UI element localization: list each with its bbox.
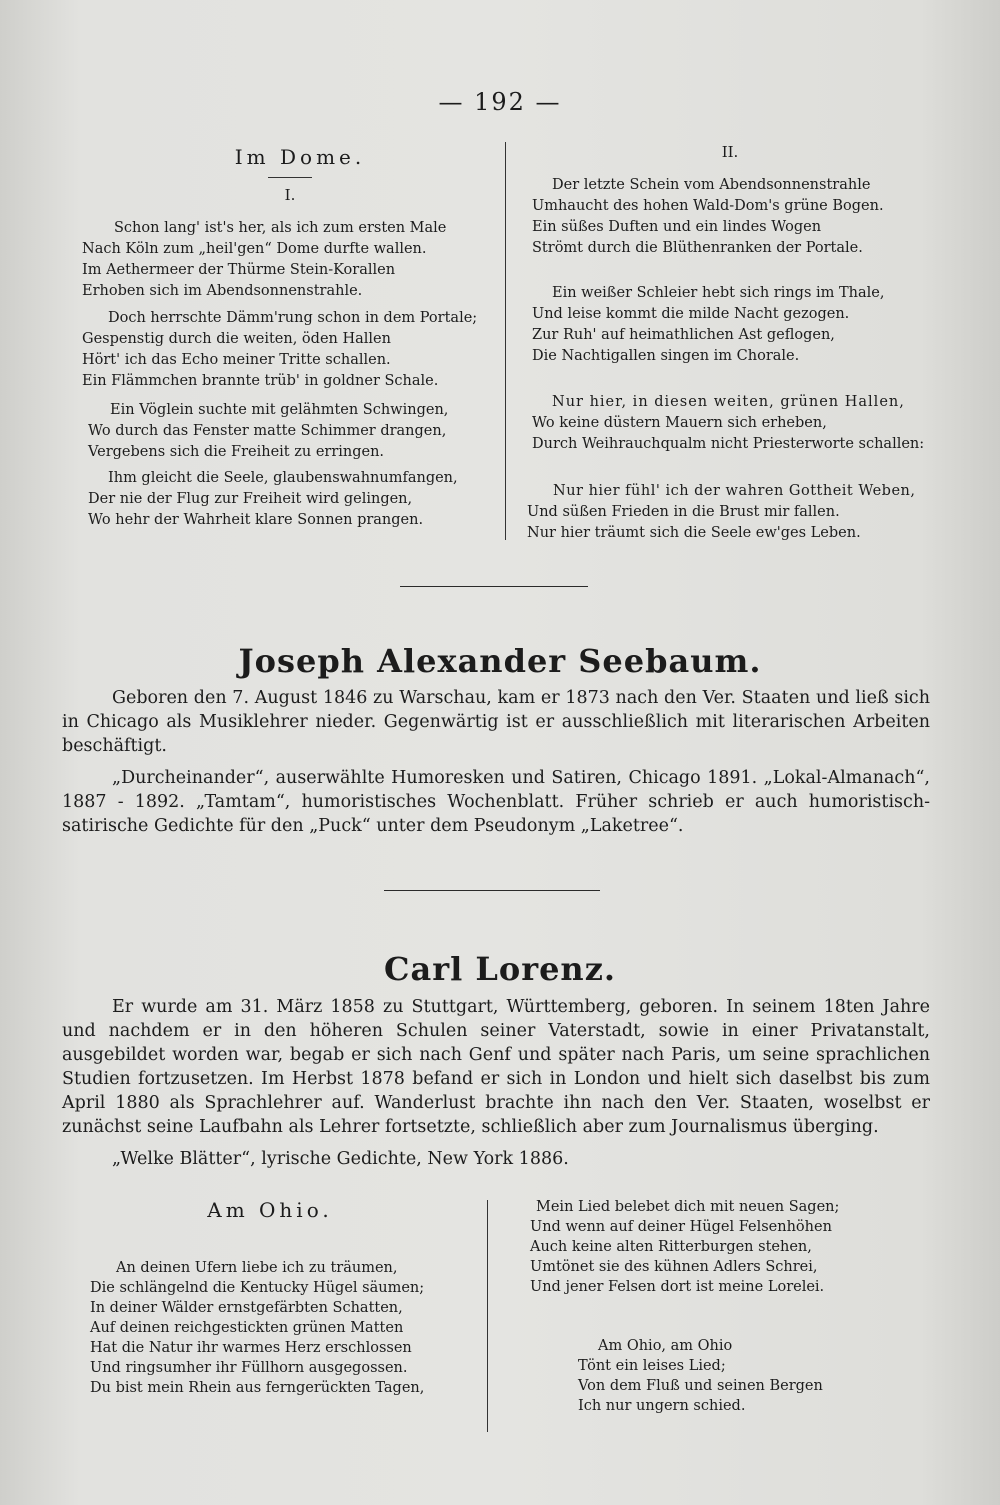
verse-line: Die schlängelnd die Kentucky Hügel säumen; — [90, 1280, 425, 1296]
verse-line: Gespenstig durch die weiten, öden Hallen — [82, 331, 391, 347]
verse-block — [90, 1258, 424, 1398]
verse-line: Doch herrschte Dämm'rung schon in dem Portale; — [108, 310, 478, 326]
part-numeral: II. — [721, 143, 739, 161]
poem-title: Im Dome. — [234, 145, 366, 169]
verse-line: Im Aethermeer der Thürme Stein-Korallen — [82, 262, 396, 278]
verse-line: Und leise kommt die milde Nacht gezogen. — [532, 306, 850, 322]
verse-line: Ein weißer Schleier hebt sich rings im Thale, — [552, 285, 885, 301]
stanza — [532, 392, 924, 455]
verse-line: In deiner Wälder ernstgefärbten Schatten, — [90, 1300, 403, 1316]
bio-paragraph: Geboren den 7. August 1846 zu Warschau, kam er 1873 nach den Ver. Staaten und ließ sich in Chicago als Musiklehrer nieder. Gegenwärtig ist er ausschließlich mit literarischen Arbeiten beschäftigt. — [62, 688, 930, 756]
verse-line: Vergebens sich die Freiheit zu erringen. — [88, 444, 385, 460]
verse-line: Wo durch das Fenster matte Schimmer drangen, — [88, 423, 447, 439]
verse-line: Hat die Natur ihr warmes Herz erschlossen — [90, 1340, 412, 1356]
verse-line: Zur Ruh' auf heimathlichen Ast geflogen, — [532, 327, 835, 343]
author-bio — [62, 995, 930, 1171]
author-heading: Carl Lorenz. — [384, 950, 616, 988]
verse-line: Und ringsumher ihr Füllhorn ausgegossen. — [90, 1360, 408, 1376]
verse-line: Der nie der Flug zur Freiheit wird gelingen, — [88, 491, 413, 507]
stanza — [88, 400, 448, 463]
stanza — [532, 283, 884, 367]
verse-line: Am Ohio, am Ohio — [598, 1338, 733, 1354]
bio-paragraph: „Welke Blätter“, lyrische Gedichte, New York 1886. — [112, 1149, 569, 1169]
verse-line: Schon lang' ist's her, als ich zum ersten Male — [114, 220, 447, 236]
verse-line: Die Nachtigallen singen im Chorale. — [532, 348, 800, 364]
section-divider — [400, 586, 588, 587]
bio-paragraph: Er wurde am 31. März 1858 zu Stuttgart, Württemberg, geboren. In seinem 18ten Jahre und nachdem er in den höheren Schulen seiner Vaterstadt, sowie in einer Privatanstalt, ausgebildet worden war, begab er sich nach Genf und später nach Paris, um seine sprachlichen Studien fortzusetzen. Im Herbst 1878 befand er sich in London und hielt sich daselbst bis zum April 1880 als Sprachlehrer auf. Wanderlust brachte ihn nach den Ver. Staaten, woselbst er zunächst seine Laufbahn als Lehrer fortsetzte, schließlich aber zum Journalismus überging. — [62, 997, 930, 1137]
verse-line: Durch Weihrauchqualm nicht Priesterworte schallen: — [532, 436, 925, 452]
column-divider — [505, 142, 506, 540]
verse-line: Du bist mein Rhein aus ferngerückten Tagen, — [90, 1380, 425, 1396]
verse-line: Umtönet sie des kühnen Adlers Schrei, — [530, 1259, 818, 1275]
verse-line: Auch keine alten Ritterburgen stehen, — [530, 1239, 812, 1255]
verse-line: Strömt durch die Blüthenranken der Portale. — [532, 240, 863, 256]
stanza — [532, 175, 884, 259]
verse-line: Ich nur ungern schied. — [578, 1398, 746, 1414]
verse-line: Und jener Felsen dort ist meine Lorelei. — [530, 1279, 825, 1295]
verse-block — [578, 1336, 823, 1416]
verse-line: Von dem Fluß und seinen Bergen — [578, 1378, 823, 1394]
verse-line: Ein süßes Duften und ein lindes Wogen — [532, 219, 822, 235]
poem-title: Am Ohio. — [207, 1198, 333, 1222]
verse-line: Nur hier, in diesen weiten, grünen Hallen, — [552, 394, 905, 410]
verse-line: Wo hehr der Wahrheit klare Sonnen prangen. — [88, 512, 424, 528]
verse-line: Tönt ein leises Lied; — [578, 1358, 726, 1374]
verse-line: Umhaucht des hohen Wald-Dom's grüne Bogen. — [532, 198, 884, 214]
part-numeral: I. — [284, 186, 296, 204]
verse-line: Nach Köln zum „heil'gen“ Dome durfte wallen. — [82, 241, 427, 257]
verse-line: Erhoben sich im Abendsonnenstrahle. — [82, 283, 363, 299]
verse-line: Nur hier fühl' ich der wahren Gottheit Weben, — [553, 483, 916, 499]
page-number: — 192 — — [438, 88, 562, 116]
stanza — [82, 308, 477, 392]
verse-line: Der letzte Schein vom Abendsonnenstrahle — [552, 177, 871, 193]
verse-line: Und wenn auf deiner Hügel Felsenhöhen — [530, 1219, 832, 1235]
author-heading: Joseph Alexander Seebaum. — [238, 642, 762, 680]
author-bio — [62, 686, 930, 838]
verse-line: Auf deinen reichgestickten grünen Matten — [90, 1320, 404, 1336]
verse-line: An deinen Ufern liebe ich zu träumen, — [116, 1260, 398, 1276]
title-rule — [268, 177, 312, 178]
stanza — [527, 481, 915, 544]
column-divider — [487, 1200, 488, 1432]
verse-line: Ihm gleicht die Seele, glaubenswahnumfangen, — [108, 470, 458, 486]
bio-paragraph: „Durcheinander“, auserwählte Humoresken und Satiren, Chicago 1891. „Lokal-Almanach“, 1887 - 1892. „Tamtam“, humoristisches Wochenblatt. Früher schrieb er auch humoristisch-satirische Gedichte für den „Puck“ unter dem Pseudonym „Laketree“. — [62, 768, 930, 836]
verse-block — [530, 1197, 839, 1297]
verse-line: Ein Vöglein suchte mit gelähmten Schwingen, — [110, 402, 449, 418]
verse-line: Mein Lied belebet dich mit neuen Sagen; — [536, 1199, 840, 1215]
verse-line: Hört' ich das Echo meiner Tritte schallen. — [82, 352, 391, 368]
stanza — [88, 468, 458, 531]
verse-line: Ein Flämmchen brannte trüb' in goldner Schale. — [82, 373, 439, 389]
verse-line: Nur hier träumt sich die Seele ew'ges Leben. — [527, 525, 861, 541]
verse-line: Wo keine düstern Mauern sich erheben, — [532, 415, 827, 431]
verse-line: Und süßen Frieden in die Brust mir fallen. — [527, 504, 840, 520]
section-divider — [384, 890, 600, 891]
stanza — [82, 218, 446, 302]
